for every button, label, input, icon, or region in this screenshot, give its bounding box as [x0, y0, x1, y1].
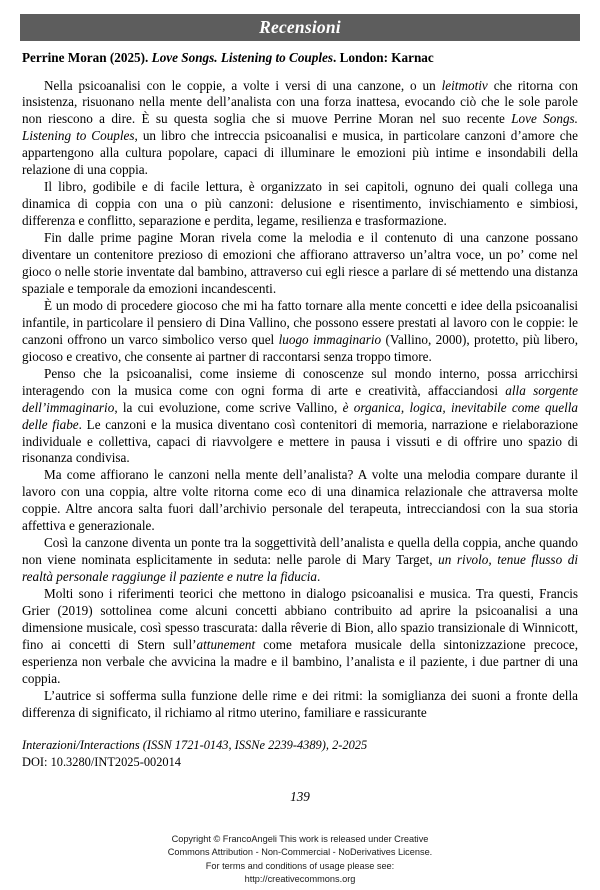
body-paragraph: Così la canzone diventa un ponte tra la soggettività dell’analista e quella della coppia, anche quando non viene nominata esplicitamente in seduta: nelle parole di Mary Target, un rivolo, tenue flusso di realtà personale raggiunge il paziente e nutre la fiducia. — [22, 535, 578, 585]
body-paragraph: Il libro, godibile e di facile lettura, è organizzato in sei capitoli, ognuno dei quali collega una dinamica di coppia con una o più canzoni: delusione e risentimento, invischiamento e simbiosi, differenza e conflitto, separazione e perdita, legame, resilienza e trasformazione. — [22, 179, 578, 229]
body-paragraph: Molti sono i riferimenti teorici che mettono in dialogo psicoanalisi e musica. Tra questi, Francis Grier (2019) sottolinea come alcuni concetti abbiano contribuito ad aprire la psicoanalisi a una dimensione musicale, così spesso trascurata: dalla rêverie di Bion, allo spazio transizionale di Winnicott, fino ai concetti di Stern sull’attunement come metafora musicale della sintonizzazione precoce, esperienza non verbale che avvicina la madre e il bambino, l’analista e il paziente, i due partner di una coppia. — [22, 586, 578, 686]
article-content — [22, 50, 578, 722]
license-url: http://creativecommons.org — [244, 874, 356, 885]
reference-publication: . London: Karnac — [333, 50, 434, 65]
emphasis-run: Love Songs. Listening to Couples — [22, 111, 578, 144]
emphasis-run: leitmotiv — [441, 77, 488, 93]
reference-book-title: Love Songs. Listening to Couples — [151, 50, 333, 65]
emphasis-run: attunement — [196, 636, 256, 652]
emphasis-run: è organica, logica, inevitabile come quella delle fiabe — [22, 399, 579, 432]
section-banner-title: Recensioni — [259, 16, 341, 37]
colophon — [22, 737, 578, 770]
doi-line: DOI: 10.3280/INT2025-002014 — [22, 754, 181, 769]
body-paragraph: Nella psicoanalisi con le coppie, a volte i versi di una canzone, o un leitmotiv che ritorna con insistenza, risuonano nella mente dell’analista con una forza inattesa, evocando ciò che le sole parole non riescono a dire. È su questa soglia che si muove Perrine Moran nel suo recente Love Songs. Listening to Couples, un libro che intreccia psicoanalisi e musica, in particolare canzoni d’amore che appartengono alla cultura popolare, capaci di illuminare le emozioni più intime e insondabili della relazione di una coppia. — [22, 77, 578, 178]
license-line-3: For terms and conditions of usage please see: — [205, 860, 395, 871]
emphasis-run: luogo immaginario — [278, 331, 382, 347]
body-paragraph: È un modo di procedere giocoso che mi ha fatto tornare alla mente concetti e idee della psicoanalisi infantile, in particolare il pensiero di Dina Vallino, che possono essere prestati al lavoro con le coppie: le canzoni offrono un varco simbolico verso quel luogo immaginario (Vallino, 2000), protetto, più libero, giocoso e creativo, che consente ai partner di raccontarsi senza troppo timore. — [22, 297, 578, 364]
reference-authors-year: Perrine Moran (2025). — [22, 50, 152, 65]
reference-heading — [22, 50, 578, 67]
body-paragraph: Penso che la psicoanalisi, come insieme di conoscenze sul mondo interno, possa arricchirsi interagendo con la musica come con ogni forma di arte e creatività, affacciandosi alla sorgente dell’immaginario, la cui evoluzione, come scrive Vallino, è organica, logica, inevitabile come quella delle fiabe. Le canzoni e la musica diventano così contenitori di memoria, narrazione e rielaborazione individuale e collettiva, capaci di riavvolgere e mettere in pausa i vissuti e di offrire uno spazio di risonanza condivisa. — [22, 365, 579, 466]
emphasis-run: alla sorgente dell’immaginario — [22, 382, 578, 415]
body-paragraph: Fin dalle prime pagine Moran rivela come la melodia e il contenuto di una canzone possano diventare un contenitore prezioso di emozioni che affiorano attraverso un’altra voce, un po’ come nel gioco o nelle storie inventate dal bambino, attraverso cui egli riesce a parlare di sé mettendo una distanza spaziale e temporale da emozioni incandescenti. — [22, 230, 578, 296]
license-line-1: Copyright © FrancoAngeli This work is released under Creative — [171, 834, 429, 844]
section-banner — [20, 14, 580, 41]
journal-issn-line: Interazioni/Interactions (ISSN 1721-0143, ISSNe 2239-4389), 2-2025 — [22, 738, 368, 752]
emphasis-run: un rivolo, tenue flusso di realtà personale raggiunge il paziente e nutre la fiducia — [22, 552, 578, 585]
page-number: 139 — [290, 789, 310, 804]
license-notice — [0, 833, 600, 886]
body-paragraph: L’autrice si sofferma sulla funzione delle rime e dei ritmi: la somiglianza dei suoni a fronte della differenza di significato, il richiamo al ritmo uterino, familiare e rassicurante — [22, 687, 578, 720]
license-line-2: Commons Attribution - Non-Commercial - NoDerivatives License. — [167, 847, 433, 858]
body-paragraph: Ma come affiorano le canzoni nella mente dell’analista? A volte una melodia compare durante il lavoro con una coppia, altre volte ritorna come eco di una dinamica relazionale che attraversa molte coppie. Altre ancora salta fuori dall’archivio personale del terapeuta, intrecciandosi con la sua storia affettiva e generazionale. — [22, 467, 578, 534]
